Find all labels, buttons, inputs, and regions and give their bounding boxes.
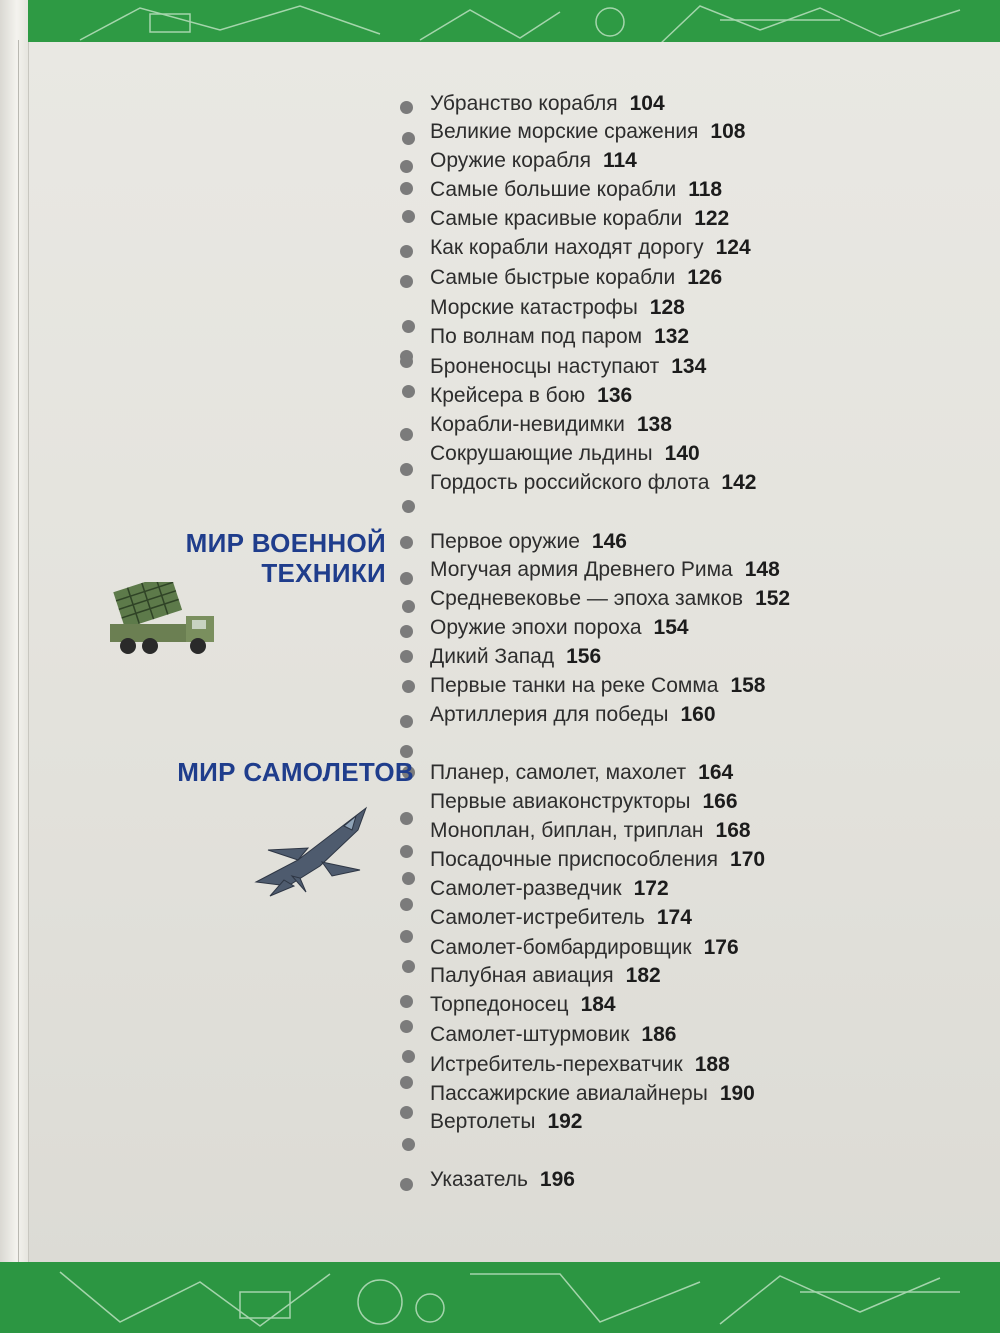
toc-entry-title: Самые красивые корабли 122 (430, 207, 730, 230)
bullet-dot (400, 1106, 413, 1119)
toc-entry-page-number: 166 (702, 790, 738, 813)
toc-entry-title: Самолет-штурмовик 186 (430, 1023, 677, 1046)
toc-entry (0, 176, 1000, 204)
bullet-dot (400, 650, 413, 663)
toc-entry (0, 294, 1000, 322)
toc-entry-title: Великие морские сражения 108 (430, 120, 746, 143)
fighter-jet-icon (248, 800, 378, 900)
section-heading (186, 528, 386, 588)
toc-entry (0, 991, 1000, 1019)
toc-entry-title: Палубная авиация 182 (430, 964, 661, 987)
bullet-dot (400, 995, 413, 1008)
toc-entry-title: Самые быстрые корабли 126 (430, 266, 723, 289)
toc-entry-title: Убранство корабля 104 (430, 92, 665, 115)
toc-entry (0, 234, 1000, 262)
toc-entry-title: Артиллерия для победы 160 (430, 703, 716, 726)
toc-entry (0, 1080, 1000, 1108)
toc-entry (0, 411, 1000, 439)
blueprint-pattern-bottom (0, 1262, 1000, 1333)
toc-entry-title: Вертолеты 192 (430, 1110, 583, 1133)
toc-entry-page-number: 138 (636, 413, 672, 436)
toc-entry-title: Оружие корабля 114 (430, 149, 637, 172)
bullet-dot (400, 572, 413, 585)
toc-entry-title: Планер, самолет, махолет 164 (430, 761, 734, 784)
toc-entry-page-number: 148 (744, 558, 780, 581)
bullet-dot (400, 715, 413, 728)
toc-entry-title: Гордость российского флота 142 (430, 471, 757, 494)
toc-entry (0, 672, 1000, 700)
toc-entry (0, 469, 1000, 497)
toc-entry-page-number: 160 (680, 703, 716, 726)
bullet-dot (400, 463, 413, 476)
section-heading-line: ТЕХНИКИ (261, 558, 386, 588)
section-heading-line: МИР ВОЕННОЙ (185, 528, 386, 558)
toc-entry-page-number: 126 (687, 266, 723, 289)
bullet-dot (400, 1020, 413, 1033)
toc-entry-title: Первые авиаконструкторы 166 (430, 790, 738, 813)
bullet-dot (402, 320, 415, 333)
blueprint-pattern-top (0, 0, 1000, 48)
toc-entry-page-number: 188 (694, 1053, 730, 1076)
toc-entry-page-number: 152 (755, 587, 791, 610)
toc-entry (0, 1021, 1000, 1049)
section-heading-line: МИР САМОЛЕТОВ (177, 757, 414, 787)
toc-entry-page-number: 132 (654, 325, 690, 348)
toc-entry (0, 846, 1000, 874)
toc-entry-title: Первое оружие 146 (430, 530, 627, 553)
toc-entry (0, 147, 1000, 175)
toc-entry-page-number: 134 (671, 355, 707, 378)
bullet-dot (400, 355, 413, 368)
toc-entry (0, 353, 1000, 381)
toc-entry-page-number: 174 (656, 906, 692, 929)
toc-entry-page-number: 142 (721, 471, 757, 494)
toc-entry-page-number: 104 (629, 92, 665, 115)
bullet-dot (402, 872, 415, 885)
toc-entry-title: Самые большие корабли 118 (430, 178, 723, 201)
toc-entry-page-number: 184 (580, 993, 616, 1016)
toc-entry (0, 323, 1000, 351)
toc-entry-page-number: 154 (653, 616, 689, 639)
bullet-dot (400, 1178, 413, 1191)
toc-entry-title: Моноплан, биплан, триплан 168 (430, 819, 751, 842)
toc-entry-title: Самолет-бомбардировщик 176 (430, 936, 739, 959)
bullet-dot (402, 385, 415, 398)
toc-entry-page-number: 128 (649, 296, 685, 319)
toc-entry-title: Самолет-истребитель 174 (430, 906, 692, 929)
toc-entry (0, 118, 1000, 146)
bullet-dot (400, 182, 413, 195)
toc-entry (0, 556, 1000, 584)
bullet-dot (402, 132, 415, 145)
toc-entry-page-number: 164 (698, 761, 734, 784)
toc-entry-page-number: 140 (664, 442, 700, 465)
toc-entry-page-number: 124 (715, 236, 751, 259)
bullet-dot (402, 500, 415, 513)
toc-entry-title: Броненосцы наступают 134 (430, 355, 707, 378)
toc-entry-title: Морские катастрофы 128 (430, 296, 685, 319)
toc-entry-title: Посадочные приспособления 170 (430, 848, 766, 871)
toc-entry (0, 962, 1000, 990)
toc-entry (0, 759, 1000, 787)
bullet-dot (400, 245, 413, 258)
toc-entry (0, 934, 1000, 962)
toc-entry-title: Средневековье — эпоха замков 152 (430, 587, 791, 610)
toc-entry (0, 701, 1000, 729)
bullet-dot (402, 1050, 415, 1063)
bullet-dot (400, 101, 413, 114)
toc-entry (0, 440, 1000, 468)
toc-entry (0, 528, 1000, 556)
bullet-dot (400, 812, 413, 825)
toc-entry-title: Пассажирские авиалайнеры 190 (430, 1082, 755, 1105)
section-heading (177, 757, 414, 787)
toc-entry (0, 904, 1000, 932)
bullet-dot (402, 680, 415, 693)
toc-entry (0, 1166, 1000, 1194)
toc-entry (0, 1051, 1000, 1079)
toc-entry-title: Первые танки на реке Сомма 158 (430, 674, 766, 697)
toc-entry-page-number: 118 (688, 178, 723, 201)
toc-entry-page-number: 186 (641, 1023, 677, 1046)
toc-entry-title: По волнам под паром 132 (430, 325, 690, 348)
bullet-dot (400, 536, 413, 549)
toc-entry-title: Крейсера в бою 136 (430, 384, 633, 407)
toc-entry (0, 817, 1000, 845)
toc-entry-page-number: 190 (719, 1082, 755, 1105)
bullet-dot (400, 845, 413, 858)
toc-entry-page-number: 136 (597, 384, 633, 407)
toc-entry (0, 875, 1000, 903)
toc-entry-title: Дикий Запад 156 (430, 645, 602, 668)
toc-entry-title: Самолет-разведчик 172 (430, 877, 669, 900)
toc-entry-page-number: 196 (539, 1168, 575, 1191)
toc-entry-page-number: 172 (633, 877, 669, 900)
bullet-dot (402, 1138, 415, 1151)
toc-entry (0, 382, 1000, 410)
bullet-dot (400, 275, 413, 288)
toc-entry (0, 205, 1000, 233)
toc-entry-title: Оружие эпохи пороха 154 (430, 616, 689, 639)
toc-entry (0, 264, 1000, 292)
toc-entry-title: Могучая армия Древнего Рима 148 (430, 558, 780, 581)
toc-entry-page-number: 156 (566, 645, 602, 668)
bullet-dot (400, 625, 413, 638)
bullet-dot (402, 600, 415, 613)
rocket-launcher-truck-icon (98, 582, 228, 662)
green-top-border (0, 0, 1000, 48)
toc-entry-title: Сокрушающие льдины 140 (430, 442, 700, 465)
toc-entry (0, 90, 1000, 118)
toc-entry-page-number: 146 (591, 530, 627, 553)
toc-entry-page-number: 108 (710, 120, 746, 143)
bullet-dot (402, 210, 415, 223)
toc-entry-page-number: 122 (694, 207, 730, 230)
bullet-dot (400, 1076, 413, 1089)
toc-entry-page-number: 114 (602, 149, 637, 172)
toc-entry-title: Как корабли находят дорогу 124 (430, 236, 751, 259)
bullet-dot (400, 428, 413, 441)
green-bottom-border (0, 1262, 1000, 1333)
bullet-dot (402, 960, 415, 973)
toc-entry-title: Истребитель-перехватчик 188 (430, 1053, 730, 1076)
toc-entry-page-number: 170 (730, 848, 766, 871)
toc-entry-page-number: 192 (547, 1110, 583, 1133)
bullet-dot (400, 160, 413, 173)
toc-entry-page-number: 168 (715, 819, 751, 842)
toc-entry (0, 788, 1000, 816)
toc-entry (0, 1108, 1000, 1136)
toc-entry-title: Корабли-невидимки 138 (430, 413, 672, 436)
bullet-dot (400, 898, 413, 911)
toc-entry-title: Торпедоносец 184 (430, 993, 616, 1016)
toc-entry-title: Указатель 196 (430, 1168, 575, 1191)
toc-entry-page-number: 182 (625, 964, 661, 987)
toc-entry-page-number: 158 (730, 674, 766, 697)
bullet-dot (400, 930, 413, 943)
toc-entry-page-number: 176 (703, 936, 739, 959)
